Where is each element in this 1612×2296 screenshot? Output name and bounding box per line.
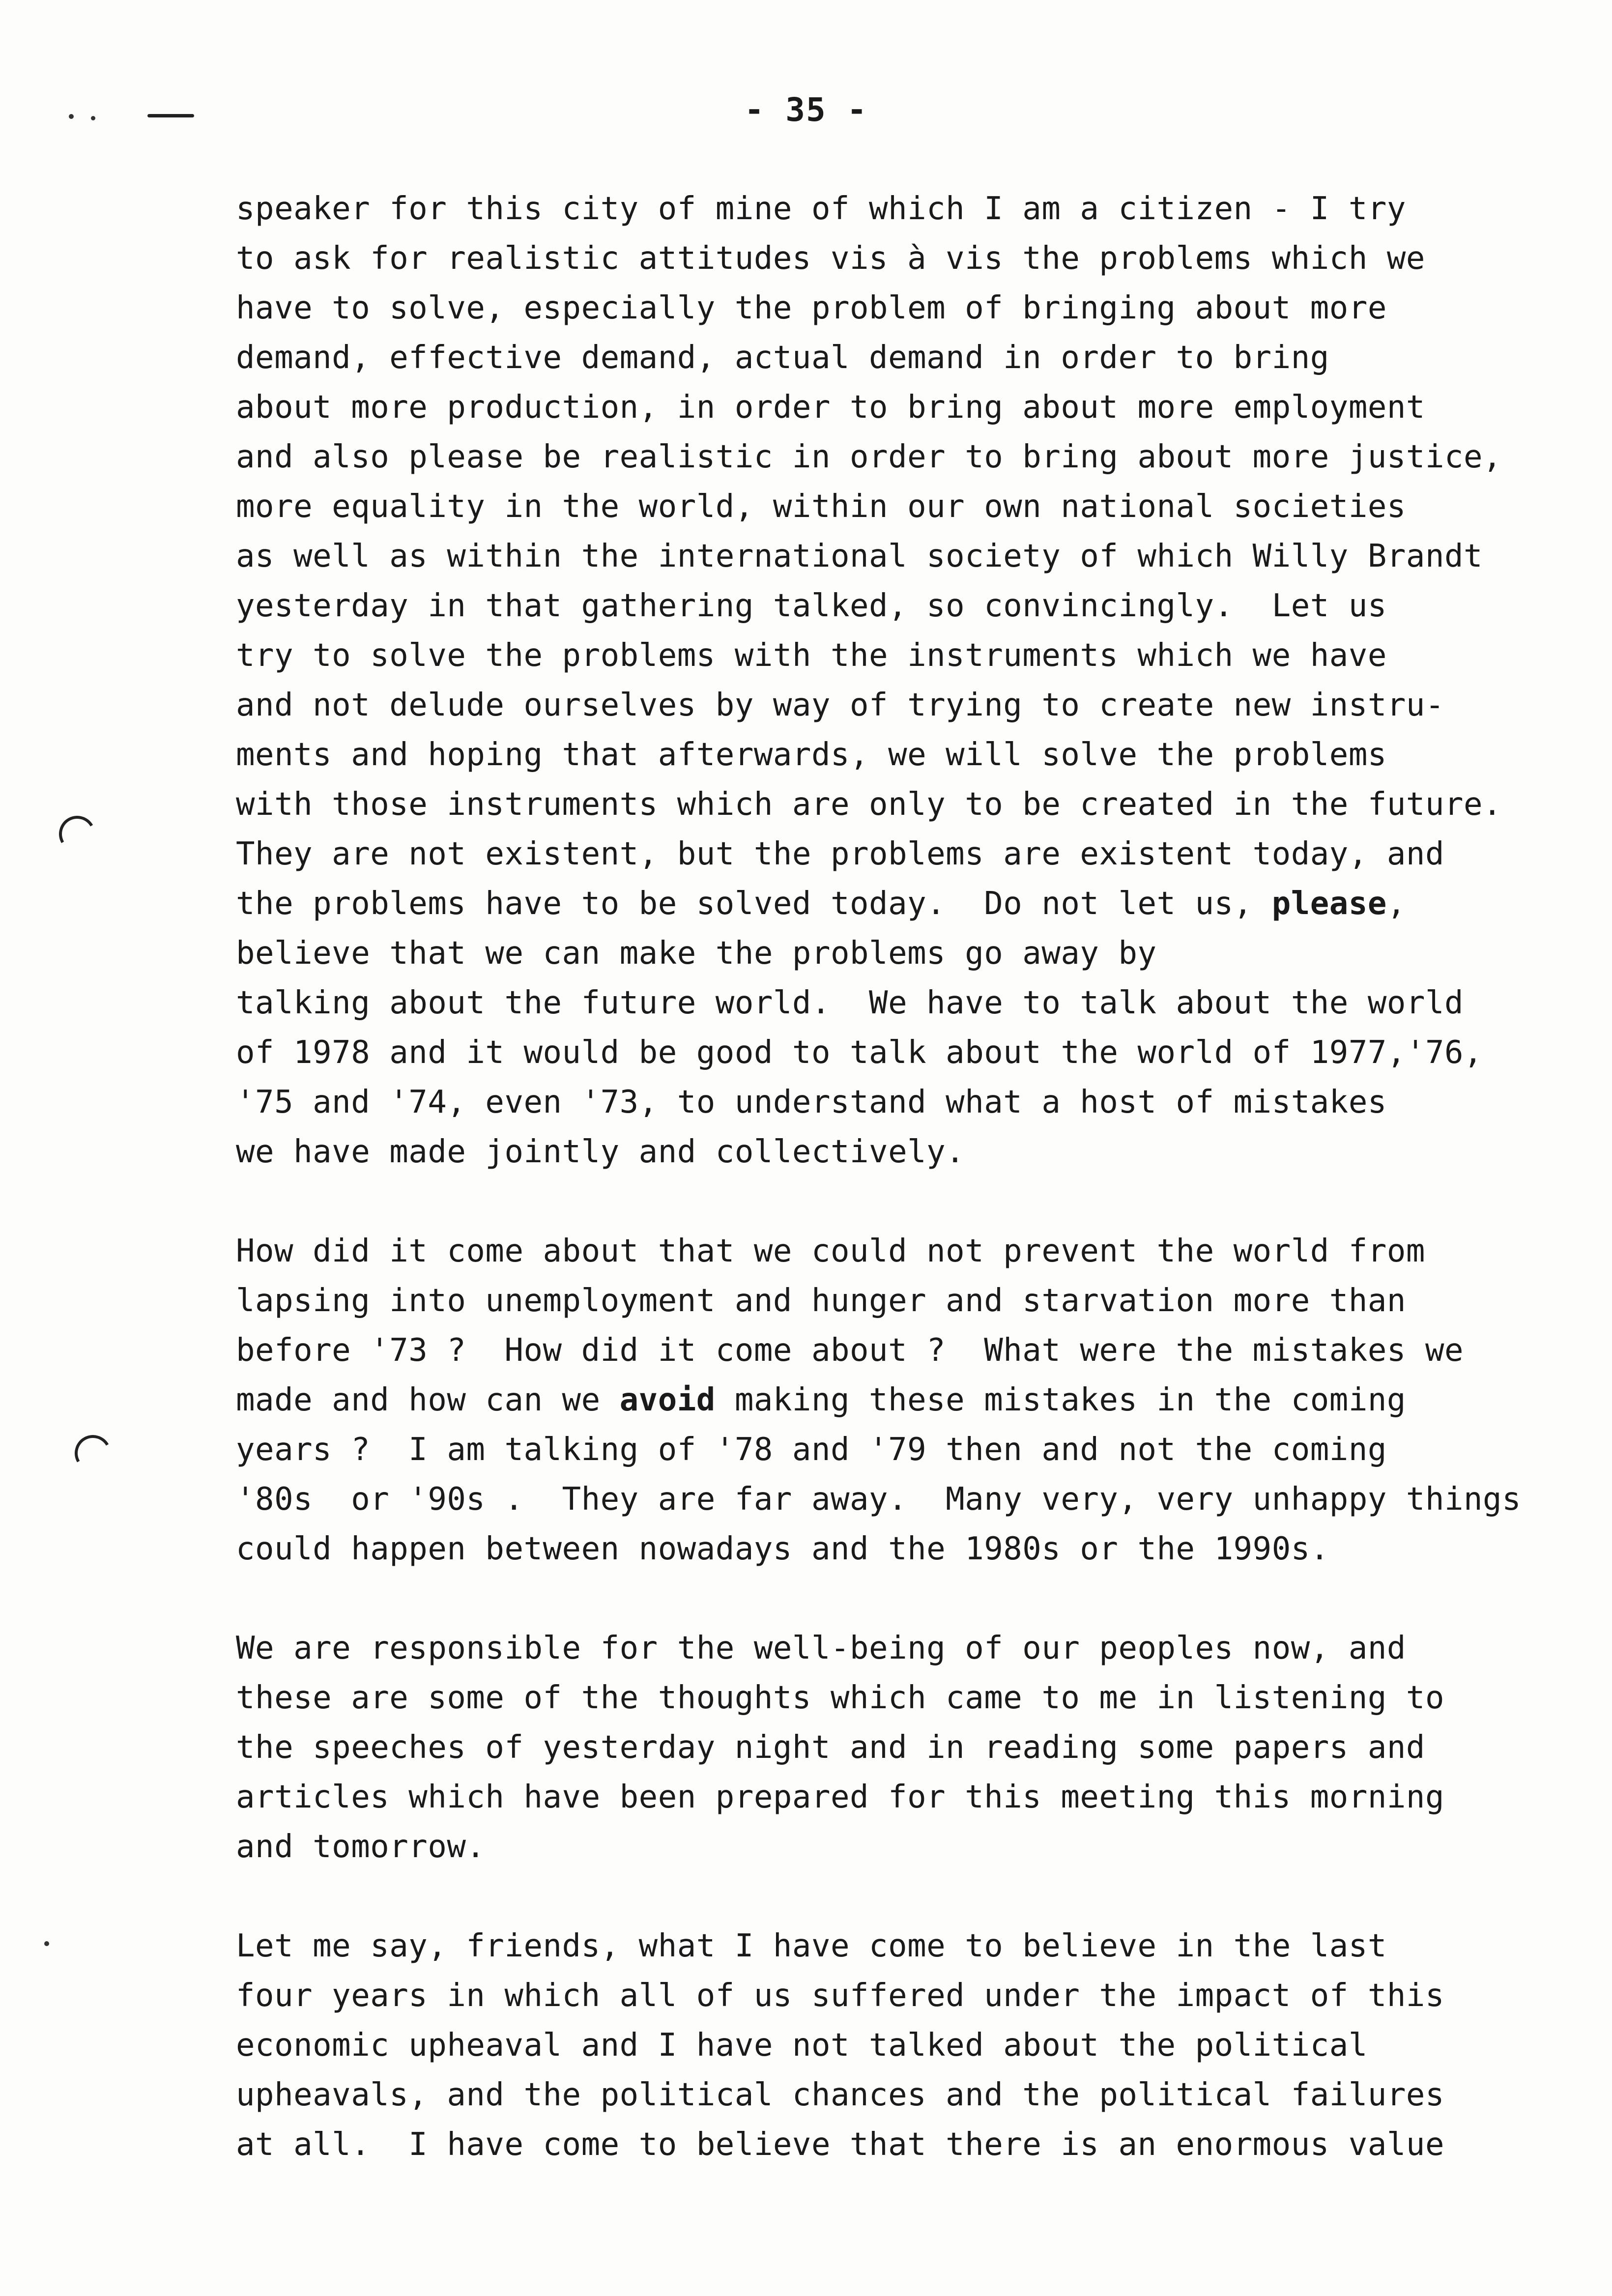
body-text xyxy=(236,184,1592,2170)
text-line: about more production, in order to bring about more employment xyxy=(236,389,1425,426)
binder-hole-mark xyxy=(71,1431,115,1476)
text-line: We are responsible for the well-being of our peoples now, and xyxy=(236,1630,1406,1666)
binder-hole-mark xyxy=(55,812,100,857)
text-line: and not delude ourselves by way of trying to create new instru- xyxy=(236,687,1444,723)
text-line: '80s or '90s . They are far away. Many very, very unhappy things xyxy=(236,1481,1522,1518)
text-line: demand, effective demand, actual demand in order to bring xyxy=(236,340,1329,376)
text-line: lapsing into unemployment and hunger and starvation more than xyxy=(236,1283,1406,1319)
text-line: and also please be realistic in order to bring about more justice, xyxy=(236,439,1502,475)
text-line xyxy=(236,1376,1592,1425)
text-line: ments and hoping that afterwards, we will solve the problems xyxy=(236,737,1387,773)
text-line: before '73 ? How did it come about ? What were the mistakes we xyxy=(236,1332,1464,1369)
paragraph-gap xyxy=(236,1872,1592,1922)
page-number: - 35 - xyxy=(744,91,868,129)
text-line: with those instruments which are only to be created in the future. xyxy=(236,786,1502,823)
text-line: we have made jointly and collectively. xyxy=(236,1134,965,1170)
text-span: , xyxy=(1386,886,1406,922)
emphasized-word: avoid xyxy=(619,1382,716,1418)
paragraph xyxy=(236,1227,1592,1574)
text-line: four years in which all of us suffered under the impact of this xyxy=(236,1978,1444,2014)
text-line: at all. I have come to believe that there is an enormous value xyxy=(236,2126,1444,2163)
paragraph-gap xyxy=(236,1177,1592,1227)
text-line: yesterday in that gathering talked, so convincingly. Let us xyxy=(236,588,1387,624)
text-line: as well as within the international society of which Willy Brandt xyxy=(236,538,1483,574)
text-line: and tomorrow. xyxy=(236,1829,486,1865)
text-span: made and how can we xyxy=(236,1382,620,1418)
text-line: talking about the future world. We have to talk about the world xyxy=(236,985,1464,1021)
text-line: articles which have been prepared for this meeting this morning xyxy=(236,1779,1444,1815)
scan-speck xyxy=(44,1941,49,1946)
text-line: could happen between nowadays and the 1980s or the 1990s. xyxy=(236,1531,1329,1567)
paragraph xyxy=(236,1624,1592,1872)
paragraph xyxy=(236,184,1592,1177)
text-line: believe that we can make the problems go away by xyxy=(236,935,1157,972)
paragraph xyxy=(236,1922,1592,2170)
text-span: the problems have to be solved today. Do not let us, xyxy=(236,886,1272,922)
text-line: Let me say, friends, what I have come to believe in the last xyxy=(236,1928,1387,1964)
text-line: years ? I am talking of '78 and '79 then and not the coming xyxy=(236,1432,1387,1468)
text-line xyxy=(236,879,1592,929)
text-line: these are some of the thoughts which came to me in listening to xyxy=(236,1680,1444,1716)
text-line: How did it come about that we could not prevent the world from xyxy=(236,1233,1425,1269)
text-line: have to solve, especially the problem of bringing about more xyxy=(236,290,1387,326)
text-line: more equality in the world, within our own national societies xyxy=(236,488,1406,525)
text-line: try to solve the problems with the instruments which we have xyxy=(236,637,1387,674)
emphasized-word: please xyxy=(1271,886,1387,922)
text-line: They are not existent, but the problems are existent today, and xyxy=(236,836,1444,872)
text-line: the speeches of yesterday night and in reading some papers and xyxy=(236,1729,1425,1766)
text-line: of 1978 and it would be good to talk about the world of 1977,'76, xyxy=(236,1034,1483,1071)
paragraph-gap xyxy=(236,1574,1592,1624)
text-line: to ask for realistic attitudes vis à vis the problems which we xyxy=(236,240,1425,277)
text-line: '75 and '74, even '73, to understand what a host of mistakes xyxy=(236,1084,1387,1120)
text-line: upheavals, and the political chances and the political failures xyxy=(236,2077,1444,2113)
text-span: making these mistakes in the coming xyxy=(715,1382,1406,1418)
text-line: economic upheaval and I have not talked about the political xyxy=(236,2027,1368,2064)
text-line: speaker for this city of mine of which I am a citizen - I try xyxy=(236,191,1406,227)
